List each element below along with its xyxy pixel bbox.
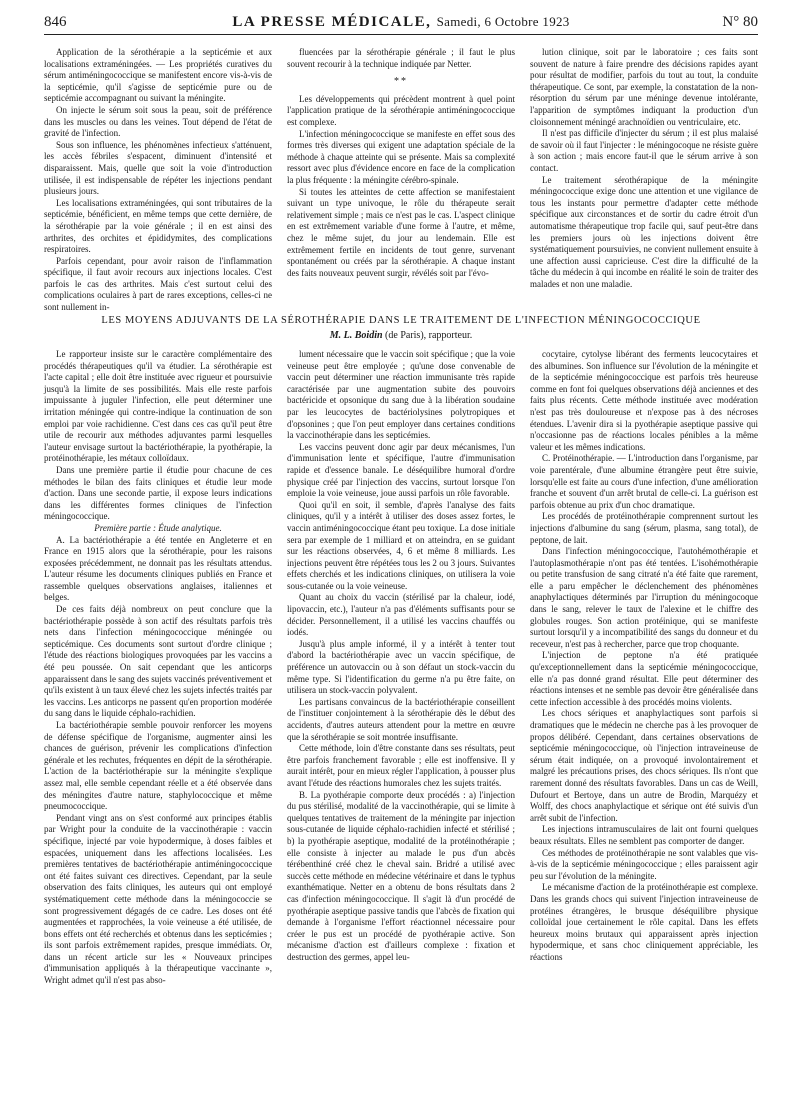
paragraph: L'infection méningococcique se manifeste en effet sous des formes très diverses qui exigent une adaptation spéciale de la méthode à chaque atteinte qui se présente. Mais sa complexité ressort avec plus d'évidence encore en face de la complication la plus fréquente : la méningite cérébro-spinale. [287,128,515,185]
top-column-3 [530,47,758,303]
paragraph: Si toutes les atteintes de cette affection se manifestaient suivant un type univoque, le rôle du thérapeute serait relativement simple ; mais ce n'est pas le cas. L'aspect clinique en est extrêmement variable d'une forme à l'autre, et même, chez le même sujet, du jour au lendemain. Elle est extrêmement fertile en incidents de tout genre, survenant spontanément ou créés par la sérothérapie. A chaque instant des faits nouveaux peuvent surgir, révélés soit par l'évo- [287,186,515,278]
paragraph: Ces méthodes de protéinothérapie ne sont valables que vis-à-vis de la septicémie méningococcique ; elles paraissent agir peu sur l'évolution de la méningite. [530,847,758,881]
paragraph: Les localisations extraméningées, qui sont tributaires de la septicémie, bénéficient, en même temps que cette dernière, de la sérothérapie par la voie générale ; il en est ainsi des arthrites, des orchites et épididymites, des complications respiratoires. [44,197,272,255]
paragraph: Application de la sérothérapie a la septicémie et aux localisations extraméningées. — Les propriétés curatives du sérum antiméningococcique se manifestent encore vis-à-vis de la septicémie, qu'il s'agisse de septicémie pure ou de septicémie accompagnant ou suivant la méningite. [44,47,272,104]
paragraph: Parfois cependant, pour avoir raison de l'inflammation spécifique, il faut avoir recours aux injections locales. C'est parfois le cas des arthrites. Mais c'est surtout celui des complications oculaires à part de rares exceptions, celles-ci ne sont nullement in- [44,255,272,313]
paragraph: La bactériothérapie semble pouvoir renforcer les moyens de défense spécifique de l'organisme, augmenter ainsi les chances de guérison, prévenir les complications d'infection générale et les rechutes, fréquentes en dépit de la sérothérapie. L'action de la bactériothérapie sur la méningite s'explique assez mal, elle semble cependant réelle et a été observée dans des méningites d'autre nature, staphylococcique et même pneumococcique. [44,720,272,812]
part-heading: Première partie : Étude analytique. [94,522,222,533]
top-column-2 [287,47,515,303]
paragraph: fluencées par la sérothérapie générale ; il faut le plus souvent recourir à la technique indiquée par Netter. [287,47,515,69]
journal-name: LA PRESSE MÉDICALE, [232,14,432,30]
paragraph: Les développements qui précèdent montrent à quel point l'application pratique de la sérothérapie antiméningococcique est complexe. [287,93,515,127]
article-column-1 [44,349,272,1095]
paragraph: De ces faits déjà nombreux on peut conclure que la bactériothérapie possède à son actif des résultats parfois très nets dans l'infection méningococcique méningée ou septicémique. Ces documents sont surtout d'ordre clinique ; l'étude des réactions biologiques provoquées par les vaccins a été peu poussée. On sait cependant que les anticorps apparaissent dans le sang des sujets vaccinés préventivement et qu'ils existent à un taux élevé chez les sujets infectés traités par les vaccins. Les anticorps ne passent qu'en proportion modérée du sang dans le liquide céphalo-rachidien. [44,604,272,719]
top-column-1 [44,47,272,313]
paragraph: B. La pyothérapie comporte deux procédés : a) l'injection du pus stérilisé, modalité de la vaccinothérapie, qui se limite à quelques tentatives de traitement de la méningite par injection sous-cutanée de liquide céphalo-rachidien infecté et stérilisé ; b) la pyothérapie aseptique, modalité de la protéinothérapie ; elle consiste à injecter au malade le pus d'un abcès térébenthiné créé chez le cheval sain. Bridré a utilisé avec succès cette méthode en médecine vétérinaire et dans le typhus exanthématique. Netter en a obtenu de bons résultats dans 2 cas d'infection méningococcique. Il s'agit là d'un procédé de pyothérapie aseptique passive tandis que l'abcès de fixation qui demande à l'organisme l'effort réactionnel nécessaire pour créer le pus est un procédé de pyothérapie active. Son mécanisme d'action est d'ailleurs complexe : fixation et destruction des germes, appel leu- [287,789,515,962]
paragraph: Cette méthode, loin d'être constante dans ses résultats, peut être parfois franchement favorable ; elle est inoffensive. Il y aurait intérêt, pour en mieux régler l'application, à pousser plus avant l'étude des réactions humorales chez les sujets traités. [287,743,515,788]
page-header [44,12,758,35]
paragraph: lument nécessaire que le vaccin soit spécifique ; que la voie veineuse peut être employée ; qu'une dose convenable de vaccin peut déterminer une réaction immunisante très rapide caractérisée par une augmentation subite des pouvoirs bactéricide et opsonique du sang due à la libération soudaine par les leucocytes de bactériolysines polytropiques et d'opsonines ; que l'on peut employer dans certaines conditions la vaccinothérapie dans les septicémies. [287,349,515,441]
paragraph: Il n'est pas difficile d'injecter du sérum ; il est plus malaisé de savoir où il faut l'injecter : le méningocoque ne résiste guère à son action ; mais encore faut-il que le sérum arrive à son contact. [530,128,758,173]
paragraph: Le mécanisme d'action de la protéinothérapie est complexe. Dans les grands chocs qui suivent l'injection intraveineuse de protéines étrangères, le brusque déséquilibre physique colloïdal joue certainement le rôle capital. Dans les effets heureux moins brutaux qui apparaissent après injection hypodermique, et sans choc cliniquement appréciable, les réactions [530,882,758,962]
paragraph: Les partisans convaincus de la bactériothérapie conseillent de l'instituer conjointement à la sérothérapie dès le début des accidents, d'autres auteurs attendent pour la mettre en œuvre que la sérothérapie se soit montrée insuffisante. [287,696,515,742]
article-title: LES MOYENS ADJUVANTS DE LA SÉROTHÉRAPIE DANS LE TRAITEMENT DE L'INFECTION MÉNINGOCOCCIQUE [101,315,701,326]
paragraph: Pendant vingt ans on s'est conformé aux principes établis par Wright pour la conduite de la vaccinothérapie : vaccin spécifique, injecté par voie hypodermique, à doses faibles et espacées, uniquement dans les affections localisées. Les premières tentatives de bactériothérapie antiméningococcique ont été faites suivant ces directives. Cependant, par la seule observation des faits cliniques, les auteurs qui ont employé systématiquement cette méthode dans la méningococcie se sont progressivement dégagés de ce cadre. Les doses ont été augmentées et rapprochées, la voie veineuse a été utilisée, de bons effets ont été recherchés et obtenus dans les septicémies ; ils sont parfois extrêmement rapides, presque immédiats. Or, dans un récent article sur les « Nouveaux principes d'immunisation appliqués à la thérapeutique vaccinante », Wright admet qu'il n'est pas abso- [44,812,272,986]
paragraph: A. La bactériothérapie a été tentée en Angleterre et en France en 1915 alors que la sérothérapie, pour les raisons exposées précédemment, ne donnait pas les résultats attendus. L'auteur résume les documents cliniques publiés en France et rassemble quelques observations anglaises, italiennes et belges. [44,534,272,603]
article-author [44,330,758,341]
paragraph: Dans l'infection méningococcique, l'autohémothérapie et l'autoplasmothérapie n'ont pas été tentées. L'isohémothérapie ou petite transfusion de sang citraté n'a été faite que rarement, elle a paru empêcher le déclenchement des phénomènes anaphylactiques déterminés par l'irruption du méningocoque dans le sang, relever le taux de l'alexine et le chiffre des globules rouges. Son action protéinique, qui se manifeste surtout lorsqu'il y a incompatibilité des sangs du donneur et du receveur, n'est pas à rechercher, parce que trop choquante. [530,546,758,649]
paragraph: Le traitement sérothérapique de la méningite méningococcique exige donc une attention et une vigilance de tous les instants pour permettre d'adapter cette méthode spécifique aux circonstances et de sortir du cadre étroit d'un automatisme thérapeutique trop facile qui, sauf peut-être dans les premiers jours où les injections doivent être systématiquement poursuivies, ne convient nullement ensuite à une affection aussi capricieuse. C'est dire la difficulté de la tâche du médecin à qui incombe en réalité le soin de traiter des malades et non une maladie. [530,174,758,289]
paragraph: Les procédés de protéinothérapie comprennent surtout les injections d'albumine du sang (sérum, plasma, sang total), de peptone, de lait. [530,511,758,545]
article-column-3 [530,349,758,1095]
paragraph: On injecte le sérum soit sous la peau, soit de préférence dans les muscles ou dans les veines. Tout dépend de l'état de gravité de l'infection. [44,104,272,139]
newspaper-page [44,12,758,1095]
section-separator-stars: ** [394,76,408,88]
page-number: 846 [44,14,67,30]
paragraph: L'injection de peptone n'a été pratiquée qu'exceptionnellement dans la septicémie méningococcique, elle n'a pas donné grand résultat. Elle peut déterminer des réactions intenses et ne semble pas devoir être généralisée dans cette infection accessible à des procédés moins violents. [530,650,758,707]
paragraph: C. Protéinothérapie. — L'introduction dans l'organisme, par voie parentérale, d'une albumine étrangère peut être suivie, lorsqu'elle est faite au cours d'une infection, d'une amélioration franche et souvent d'un arrêt brutal de celle-ci. La guérison est parfois obtenue au prix d'un choc dramatique. [530,453,758,510]
paragraph: Le rapporteur insiste sur le caractère complémentaire des procédés thérapeutiques qu'il va étudier. La sérothérapie est l'acte capital ; elle doit être instituée avec rigueur et poursuivie jusqu'à la limite de ses possibilités. Mais elle reste parfois impuissante à juguler l'infection, elle peut déterminer une irritation méningée qui contre-indique la continuation de son emploi par voie rachidienne. C'est dans ces cas qu'il peut être utile de recourir aux méthodes adjuvantes parmi lesquelles l'auteur envisage surtout la bactériothérapie, la pyothérapie, la protéinothérapie, les métaux colloïdaux. [44,349,272,464]
paragraph: Sous son influence, les phénomènes infectieux s'atténuent, les accès fébriles s'espacent, diminuent d'intensité et disparaissent. Mais, quelle que soit la voie d'introduction utilisée, il est indispensable de répéter les injections pendant plusieurs jours. [44,139,272,197]
paragraph: Quant au choix du vaccin (stérilisé par la chaleur, iodé, lipovaccin, etc.), l'auteur n'a pas d'éléments suffisants pour se décider. Personnellement, il a utilisé les vaccins chauffés ou iodés. [287,592,515,638]
author-affiliation: (de Paris), rapporteur. [385,330,473,341]
paragraph: lution clinique, soit par le laboratoire ; ces faits sont souvent de nature à faire prendre des décisions rapides ayant pour résultat de modifier, parfois du tout au tout, la conduite thérapeutique. Ce sont, par exemple, la constatation de la non-résorption du sérum par une méninge devenue intolérante, l'apparition de symptômes indiquant la production d'un cloisonnement méningé arachnoïdien ou ventriculaire, etc. [530,47,758,127]
paragraph: Les vaccins peuvent donc agir par deux mécanismes, l'un d'immunisation lente et spécifique, l'autre d'immunisation rapide et d'essence banale. Le déséquilibre humoral d'ordre physique créé par l'injection des vaccins, surtout lorsque l'on emploie la voie veineuse, joue aussi parfois un rôle favorable. [287,441,515,499]
top-columns [44,47,758,313]
issue-number: N° 80 [722,14,758,30]
paragraph: cocytaire, cytolyse libérant des ferments leucocytaires et des albumines. Son influence sur l'évolution de la méningite et de la septicémie méningococcique est parfois très heureuse comme en font foi quelques observations déjà anciennes et des faits plus récents. Cette méthode instituée avec modération n'est pas très douloureuse et n'expose pas à des nécroses étendues. L'avenir dira si la pyothérapie aseptique passive qui n'occasionne pas de réactions locales pénibles a la même valeur et les mêmes indications. [530,349,758,452]
paragraph: Quoi qu'il en soit, il semble, d'après l'analyse des faits cliniques, qu'il y a intérêt à utiliser des doses assez fortes, le vaccin antiméningococcique étant peu toxique. La dose initiale sera par exemple de 1 milliard et on atteindra, en se guidant sur les réactions observées, 4, 6 et même 8 milliards. Les injections peuvent être répétées tous les 2 ou 3 jours. Suivantes effets cherchés et les indications cliniques, on utilisera la voie sous-cutanée ou la voie veineuse. [287,499,515,591]
paragraph: Les injections intramusculaires de lait ont fourni quelques beaux résultats. Elles ne semblent pas comporter de danger. [530,824,758,846]
paragraph: Les chocs sériques et anaphylactiques sont parfois si dramatiques que le médecin ne cherche pas à les provoquer de propos délibéré. Cependant, dans certaines observations de septicémie méningococcique, où l'injection intraveineuse de sérum était indiquée, on a provoqué involontairement et malgré les précautions prises, des chocs sériques. Ils n'ont que rarement donné des résultats favorables. Dans un cas de Weill, Dufourt et Bertoye, dans un autre de Brodin, Marquézy et Wolff, des chocs anaphylactique et sérique ont été suivis d'un arrêt subit de l'infection. [530,708,758,823]
article-column-2 [287,349,515,1095]
journal-title-line [44,14,758,31]
issue-date: Samedi, 6 Octobre 1923 [436,14,570,29]
paragraph: Jusqu'à plus ample informé, il y a intérêt à tenter tout d'abord la bactériothérapie avec un vaccin spécifique, de préférence un autovaccin ou à son défaut un stock-vaccin du même type. Si l'identification du germe n'a pu être faite, on utilisera un stock-vaccin polyvalent. [287,638,515,696]
article-columns [44,349,758,1095]
author-name: M. L. Boidin [329,330,383,341]
paragraph: Dans une première partie il étudie pour chacune de ces méthodes le bilan des faits cliniques et étudie leur mode d'action. Dans une seconde partie, il expose leurs indications dans les différentes formes cliniques de l'infection méningococcique. [44,464,272,522]
